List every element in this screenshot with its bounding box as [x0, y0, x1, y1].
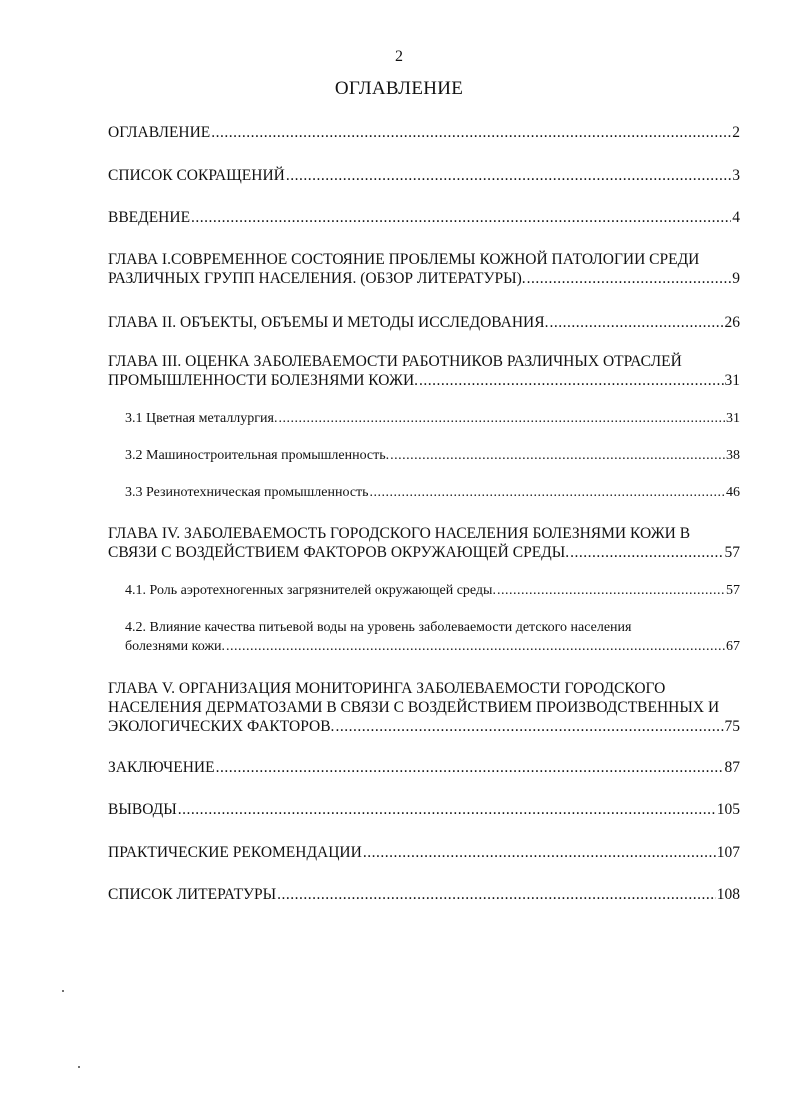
- toc-entry-title: СПИСОК ЛИТЕРАТУРЫ: [108, 886, 277, 903]
- toc-entry: [108, 758, 740, 777]
- toc-entry-title: ВВЕДЕНИЕ: [108, 209, 191, 226]
- toc-page-number: 4: [732, 209, 740, 226]
- toc-page-number: 105: [716, 801, 740, 818]
- toc-entry: [108, 843, 740, 862]
- toc-entry-line: НАСЕЛЕНИЯ ДЕРМАТОЗАМИ В СВЯЗИ С ВОЗДЕЙСТВИЕМ ПРОИЗВОДСТВЕННЫХ И: [108, 699, 720, 716]
- toc-entry-title: ГЛАВА II. ОБЪЕКТЫ, ОБЪЕМЫ И МЕТОДЫ ИССЛЕДОВАНИЯ.: [108, 314, 549, 331]
- toc-entry-line: [108, 543, 740, 562]
- toc-entry: [108, 679, 740, 736]
- toc-entry-line: [108, 208, 740, 227]
- toc-entry-line: [108, 717, 740, 736]
- toc-page-number: 31: [726, 411, 740, 426]
- toc-entry-title: 4.1. Роль аэротехногенных загрязнителей окружающей среды.: [125, 583, 496, 598]
- toc-entry-title: 3.3 Резинотехническая промышленность: [125, 485, 369, 500]
- toc-entry-title: ПРАКТИЧЕСКИЕ РЕКОМЕНДАЦИИ: [108, 844, 362, 861]
- toc-entry-title: 3.1 Цветная металлургия.: [125, 411, 278, 426]
- dot-leader: [278, 409, 725, 428]
- dot-leader: [216, 758, 724, 777]
- toc-entry-line: [108, 166, 740, 185]
- toc-entry: [108, 800, 740, 819]
- scan-speck: [78, 1066, 80, 1068]
- toc-entry-line: [108, 800, 740, 819]
- toc-entry-line: 4.2. Влияние качества питьевой воды на уровень заболеваемости детского населения: [125, 620, 632, 635]
- toc-entry-line: [108, 885, 740, 904]
- dot-leader: [527, 269, 732, 288]
- dot-leader: [178, 800, 716, 819]
- toc-page-number: 87: [724, 759, 740, 776]
- toc-entry: [108, 250, 740, 288]
- toc-entry: [108, 524, 740, 562]
- dot-leader: [211, 123, 731, 142]
- dot-leader: [335, 717, 723, 736]
- page-number: 2: [395, 48, 403, 65]
- toc-entry-title: ЭКОЛОГИЧЕСКИХ ФАКТОРОВ.: [108, 718, 335, 735]
- toc-entry-line: ГЛАВА V. ОРГАНИЗАЦИЯ МОНИТОРИНГА ЗАБОЛЕВАЕМОСТИ ГОРОДСКОГО: [108, 680, 666, 697]
- toc-entry-line: [125, 446, 740, 465]
- toc-page-number: 108: [716, 886, 740, 903]
- dot-leader: [363, 843, 716, 862]
- toc-subentry: [125, 446, 740, 465]
- dot-leader: [226, 637, 725, 656]
- toc-entry-line: ГЛАВА III. ОЦЕНКА ЗАБОЛЕВАЕМОСТИ РАБОТНИКОВ РАЗЛИЧНЫХ ОТРАСЛЕЙ: [108, 353, 682, 370]
- toc-entry-title: болезнями кожи.: [125, 639, 226, 654]
- toc-page-number: 67: [726, 639, 740, 654]
- toc-entry-title: СПИСОК СОКРАЩЕНИЙ: [108, 167, 285, 184]
- toc-page-number: 31: [724, 372, 740, 389]
- toc-page-number: 75: [724, 718, 740, 735]
- toc-subentry: [125, 581, 740, 600]
- toc-entry: [108, 352, 740, 390]
- toc-entry-title: 3.2 Машиностроительная промышленность.: [125, 448, 390, 463]
- toc-page-number: 9: [732, 270, 740, 287]
- toc-entry-title: РАЗЛИЧНЫХ ГРУПП НАСЕЛЕНИЯ. (ОБЗОР ЛИТЕРАТУРЫ).: [108, 270, 526, 287]
- toc-entry-title: ПРОМЫШЛЕННОСТИ БОЛЕЗНЯМИ КОЖИ.: [108, 372, 419, 389]
- toc-entry-line: [108, 371, 740, 390]
- dot-leader: [419, 371, 723, 390]
- toc-entry-line: [125, 637, 740, 656]
- toc-entry: [108, 885, 740, 904]
- dot-leader: [191, 208, 731, 227]
- toc-title: ОГЛАВЛЕНИЕ: [334, 78, 464, 99]
- toc-subentry: [125, 483, 740, 502]
- toc-entry-line: ГЛАВА IV. ЗАБОЛЕВАЕМОСТЬ ГОРОДСКОГО НАСЕЛЕНИЯ БОЛЕЗНЯМИ КОЖИ В: [108, 525, 691, 542]
- toc-page-number: 46: [726, 485, 740, 500]
- dot-leader: [497, 581, 725, 600]
- dot-leader: [277, 885, 716, 904]
- toc-entry: [108, 166, 740, 185]
- toc-page-number: 26: [724, 314, 740, 331]
- toc-entry-line: [108, 269, 740, 288]
- toc-entry-line: [108, 313, 740, 332]
- toc-entry-line: [108, 843, 740, 862]
- toc-entry-title: ВЫВОДЫ: [108, 801, 177, 818]
- toc-entry-title: СВЯЗИ С ВОЗДЕЙСТВИЕМ ФАКТОРОВ ОКРУЖАЮЩЕЙ СРЕДЫ.: [108, 544, 570, 561]
- dot-leader: [390, 446, 725, 465]
- toc-entry-line: [125, 581, 740, 600]
- dot-leader: [370, 483, 725, 502]
- toc-page-number: 107: [716, 844, 740, 861]
- toc-page-number: 57: [726, 583, 740, 598]
- dot-leader: [286, 166, 731, 185]
- toc-page-number: 2: [732, 124, 740, 141]
- dot-leader: [570, 543, 723, 562]
- toc-entry: [108, 208, 740, 227]
- toc-subentry: [125, 409, 740, 428]
- toc-page-number: 57: [724, 544, 740, 561]
- toc-entry-line: [125, 483, 740, 502]
- toc-page-number: 3: [732, 167, 740, 184]
- dot-leader: [549, 313, 723, 332]
- toc-subentry: [125, 618, 740, 656]
- toc-page-number: 38: [726, 448, 740, 463]
- toc-entry-line: ГЛАВА I.СОВРЕМЕННОЕ СОСТОЯНИЕ ПРОБЛЕМЫ КОЖНОЙ ПАТОЛОГИИ СРЕДИ: [108, 251, 700, 268]
- toc-entry-line: [108, 123, 740, 142]
- toc-entry-title: ОГЛАВЛЕНИЕ: [108, 124, 211, 141]
- toc-entry-line: [125, 409, 740, 428]
- toc-entry-title: ЗАКЛЮЧЕНИЕ: [108, 759, 215, 776]
- scan-speck: [62, 990, 64, 992]
- toc-entry: [108, 313, 740, 332]
- toc-entry-line: [108, 758, 740, 777]
- toc-entry: [108, 123, 740, 142]
